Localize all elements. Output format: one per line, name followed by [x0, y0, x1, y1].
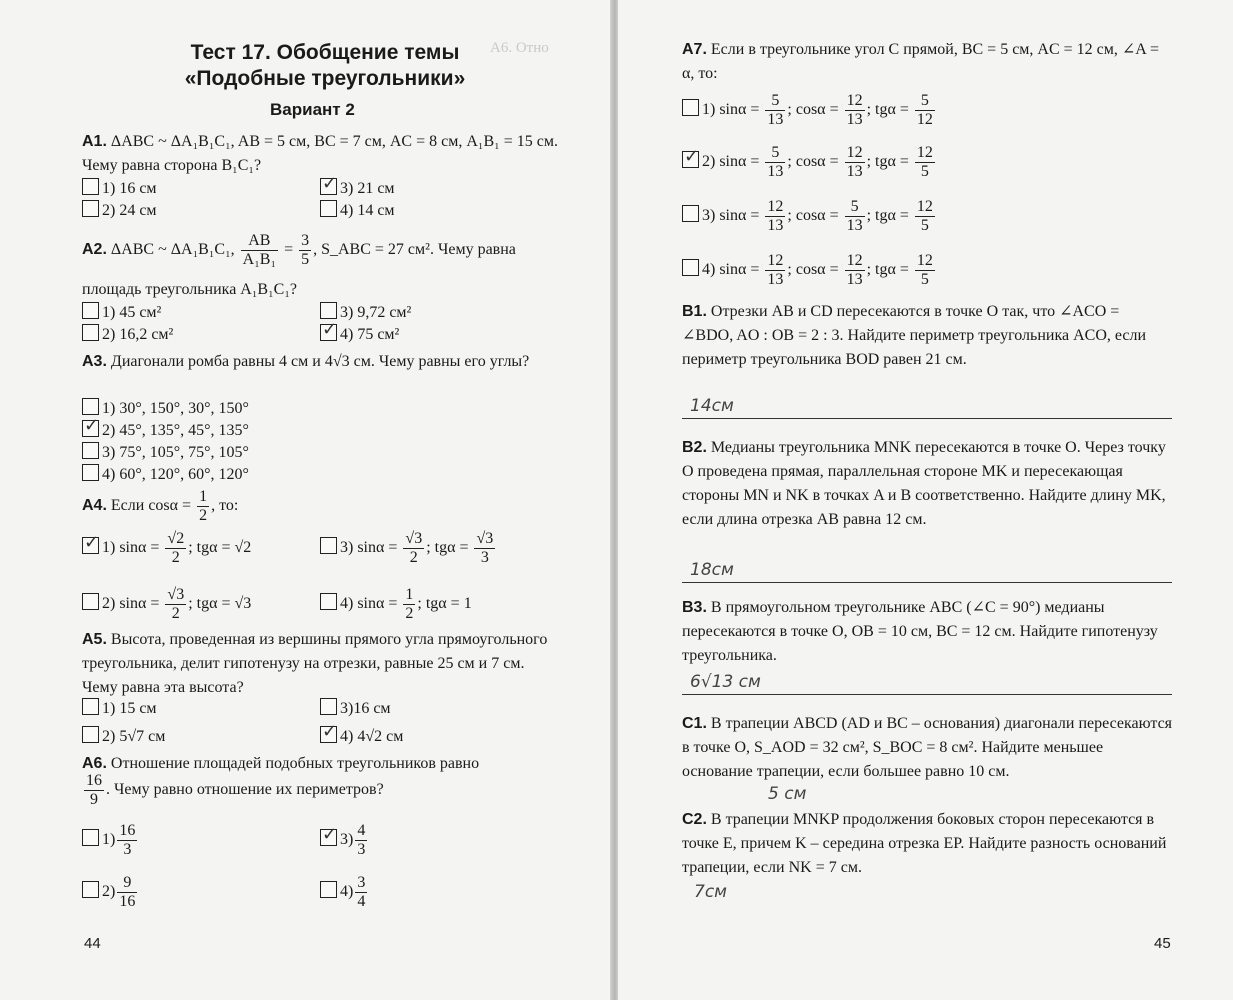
checkbox-checked: [682, 146, 700, 168]
question-b2: В2. Медианы треугольника MNK пересекаются в точке O. Через точку O проведена прямая, параллельная стороне MK и пересекающая стороны MN и NK в точках A и B соответственно. Найдите длину MK, если длина отрезка AB равна 12 см.: [682, 439, 1166, 528]
check-mark-icon: ✓: [322, 173, 338, 194]
question-a2: А2. ΔABC ~ ΔA₁B₁C₁, $\frac{AB}{\text{A₁B₁}}$ = $\frac{3}{5}$ , S_ABC = 27 см². Чему равна: [82, 232, 516, 268]
answer-b3[interactable]: 6√13 см: [690, 672, 761, 692]
check-mark-icon: ✓: [684, 146, 700, 168]
question-a2-line2: площадь треугольника A₁B₁C₁?: [82, 281, 298, 298]
option-a4-4[interactable]: 4) sinα = $\frac{1}{2}$ ; tgα = 1: [320, 586, 472, 623]
option-a6-1[interactable]: 1) $\frac{16}{3}$: [82, 822, 139, 859]
option-a1-4[interactable]: 4) 14 см: [320, 200, 395, 222]
question-a4: А4. Если cosα = $\frac{1}{2}$ , то:: [82, 488, 239, 524]
answer-line: [682, 418, 1172, 419]
bleed-through-text: А6. Отно: [490, 40, 549, 56]
option-a7-3[interactable]: 3) sinα = $\frac{12}{13}$ ; cosα = $\frac{5}{13}$ ; tgα = $\frac{12}{5}$: [682, 198, 937, 235]
checkbox[interactable]: [82, 200, 99, 217]
answer-c2[interactable]: 7см: [694, 882, 727, 902]
option-a3-2[interactable]: ✓ 2) 45°, 135°, 45°, 135°: [84, 415, 249, 439]
option-a6-3[interactable]: ✓ 3) $\frac{4}{3}$: [322, 822, 366, 858]
question-text: ΔABC ~ ΔA₁B₁C₁, AB = 5 см, BC = 7 см, AC = 8 см, A₁B₁ = 15 см. Чему равна сторона B₁C₁?: [82, 133, 558, 174]
variant-heading: Вариант 2: [270, 100, 355, 119]
option-a1-3[interactable]: ✓ 3) 21 см: [322, 173, 395, 197]
option-a5-4[interactable]: ✓ 4) 4√2 см: [322, 721, 404, 745]
question-a7: А7. Если в треугольнике угол C прямой, BC = 5 см, AC = 12 см, ∠A = α, то:: [682, 41, 1159, 82]
check-mark-icon: ✓: [322, 824, 338, 846]
question-a3: А3. Диагонали ромба равны 4 см и 4√3 см. Чему равны его углы?: [82, 353, 530, 370]
question-a1: [82, 130, 560, 178]
test-title: Тест 17. Обобщение темы «Подобные треугольники»: [184, 41, 466, 90]
checkbox-checked: [320, 824, 338, 846]
checkbox-checked: [82, 532, 100, 554]
option-a1-1[interactable]: 1) 16 см: [82, 178, 157, 200]
option-a4-3[interactable]: 3) sinα = $\frac{√3}{2}$ ; tgα = $\frac{√3}{3}$: [320, 530, 497, 567]
option-a3-3[interactable]: 3) 75°, 105°, 75°, 105°: [82, 442, 249, 464]
answer-line: [682, 694, 1172, 695]
option-a5-3[interactable]: 3)16 см: [320, 698, 391, 720]
option-a7-1[interactable]: 1) sinα = $\frac{5}{13}$ ; cosα = $\frac{12}{13}$ ; tgα = $\frac{5}{12}$: [682, 92, 937, 129]
option-a5-2[interactable]: 2) 5√7 см: [82, 726, 165, 748]
question-c1: С1. В трапеции ABCD (AD и BC – основания) диагонали пересекаются в точке O, S_AOD = 32 см², S_BOC = 8 см². Найдите меньшее основание трапеции, если большее равно 10 см.: [682, 715, 1173, 780]
option-a6-2[interactable]: 2) $\frac{9}{16}$: [82, 874, 139, 911]
answer-b2[interactable]: 18см: [690, 560, 734, 580]
question-number: А1.: [82, 133, 107, 150]
option-a2-3[interactable]: 3) 9,72 см²: [320, 302, 411, 324]
option-a3-4[interactable]: 4) 60°, 120°, 60°, 120°: [82, 464, 249, 486]
question-b3: В3. В прямоугольном треугольнике ABC (∠C = 90°) медианы пересекаются в точке O, OB = 10 см, BC = 12 см. Найдите гипотенузу треугольника.: [682, 599, 1158, 664]
checkbox[interactable]: [82, 178, 99, 195]
question-a6-line2: $\frac{16}{9}$ . Чему равно отношение их периметров?: [86, 772, 384, 808]
question-a5: А5. Высота, проведенная из вершины прямого угла прямоугольного треугольника, делит гипотенузу на отрезки, равные 25 см и 7 см. Чему равна эта высота?: [82, 631, 548, 696]
page-number-left: 44: [84, 935, 101, 952]
check-mark-icon: ✓: [84, 532, 100, 554]
check-mark-icon: ✓: [322, 721, 338, 742]
page-number-right: 45: [1154, 935, 1171, 952]
question-b1: В1. Отрезки AB и CD пересекаются в точке O так, что ∠ACO = ∠BDO, AO : OB = 2 : 3. Найдите периметр треугольника ACO, если периметр треугольника BOD равен 21 см.: [682, 303, 1147, 368]
option-a4-2[interactable]: 2) sinα = $\frac{√3}{2}$ ; tgα = √3: [82, 586, 251, 623]
option-a2-1[interactable]: 1) 45 см²: [82, 302, 161, 324]
checkbox[interactable]: [320, 200, 337, 217]
option-a6-4[interactable]: 4) $\frac{3}{4}$: [320, 874, 369, 911]
left-page: [0, 0, 610, 1000]
check-mark-icon: ✓: [84, 415, 100, 436]
option-a7-2[interactable]: ✓ 2) sinα = $\frac{5}{13}$ ; cosα = $\frac{12}{13}$ ; tgα = $\frac{12}{5}$: [684, 144, 933, 180]
checkbox-checked: [320, 319, 338, 341]
option-a7-4[interactable]: 4) sinα = $\frac{12}{13}$ ; cosα = $\frac{12}{13}$ ; tgα = $\frac{12}{5}$: [682, 252, 937, 289]
right-page: [618, 0, 1233, 1000]
checkbox-checked: [82, 415, 100, 437]
option-a2-2[interactable]: 2) 16,2 см²: [82, 324, 173, 346]
answer-b1[interactable]: 14см: [690, 396, 734, 416]
checkbox-checked: [320, 721, 338, 743]
checkbox-checked[interactable]: [320, 173, 338, 195]
option-a3-1[interactable]: 1) 30°, 150°, 30°, 150°: [82, 398, 249, 420]
option-a2-4[interactable]: ✓ 4) 75 см²: [322, 319, 400, 343]
option-a5-1[interactable]: 1) 15 см: [82, 698, 157, 720]
answer-line: [682, 582, 1172, 583]
answer-c1[interactable]: 5 см: [768, 784, 807, 804]
question-c2: С2. В трапеции MNKP продолжения боковых сторон пересекаются в точке E, причем K – середина отрезка EP. Найдите разность оснований трапеции, если NK = 7 см.: [682, 811, 1167, 876]
check-mark-icon: ✓: [322, 319, 338, 340]
option-a1-2[interactable]: 2) 24 см: [82, 200, 157, 222]
question-a6: А6. Отношение площадей подобных треугольников равно: [82, 755, 480, 772]
option-a4-1[interactable]: ✓ 1) sinα = $\frac{√2}{2}$ ; tgα = √2: [84, 530, 252, 566]
